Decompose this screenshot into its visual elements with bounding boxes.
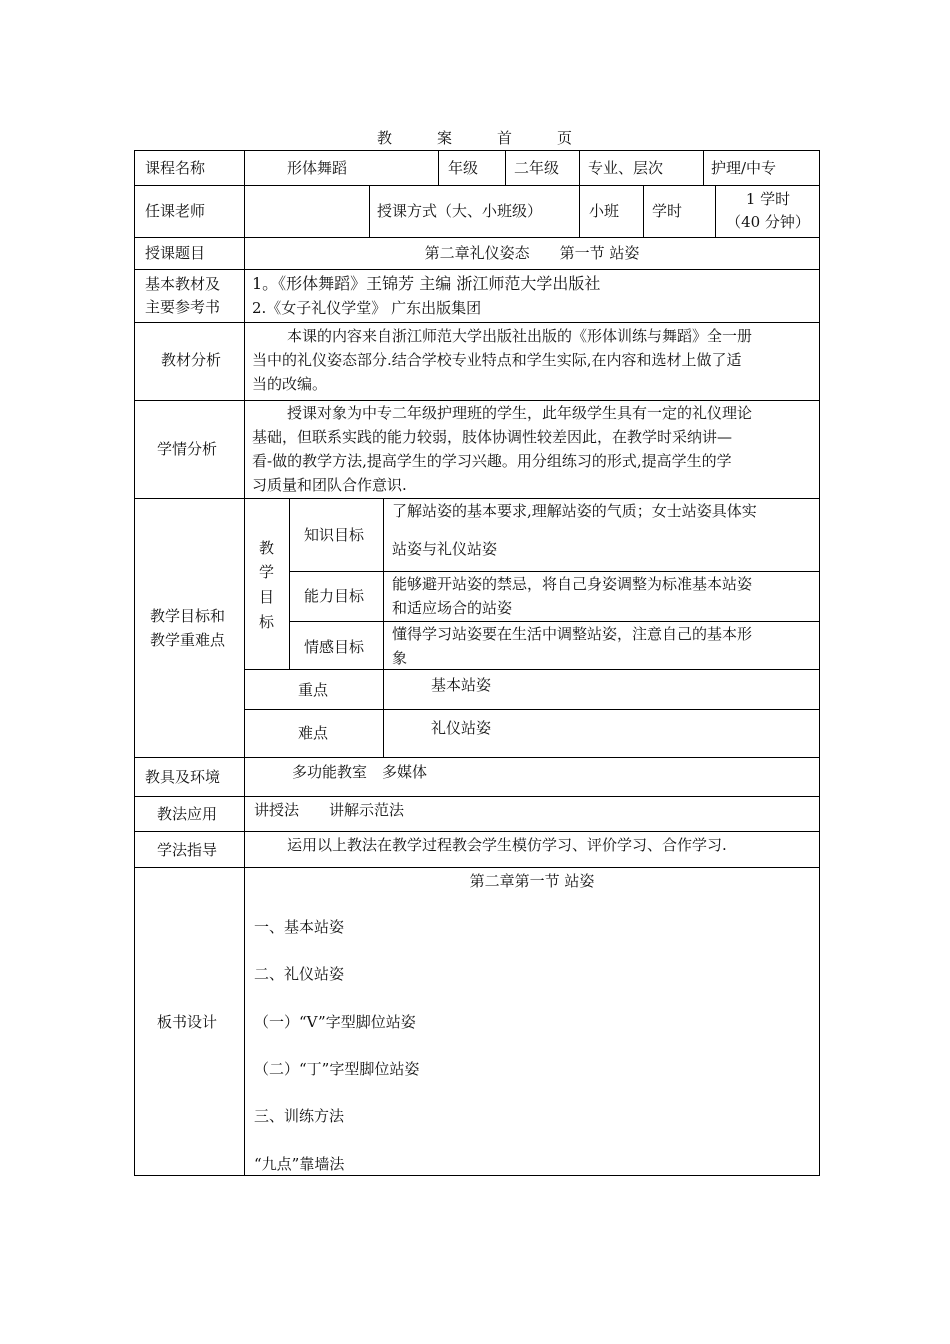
- learner-analysis-text: 授课对象为中专二年级护理班的学生，此年级学生具有一定的礼仪理论: [287, 404, 753, 422]
- board-design-item: （一）“V”字型脚位站姿: [254, 1013, 416, 1031]
- teaching-method-value: 讲授法 讲解示范法: [254, 801, 405, 819]
- row-divider: [289, 571, 820, 572]
- reference-item: 2.《女子礼仪学堂》 广东出版集团: [252, 299, 482, 317]
- row-divider: [244, 669, 820, 670]
- row-divider: [134, 269, 820, 270]
- difficult-point-label: 难点: [298, 724, 329, 742]
- board-design-item: 三、训练方法: [254, 1107, 345, 1125]
- column-divider: [505, 150, 506, 185]
- row-divider: [289, 621, 820, 622]
- course-name-label: 课程名称: [145, 159, 206, 177]
- grade-label: 年级: [448, 159, 479, 177]
- row-divider: [134, 400, 820, 401]
- class-hours-value: 1 学时: [745, 190, 791, 208]
- row-divider: [134, 498, 820, 499]
- learning-guide-label: 学法指导: [157, 841, 218, 859]
- row-divider: [134, 185, 820, 186]
- learner-analysis-text: 基础，但联系实践的能力较弱，肢体协调性较差因此，在教学时采纳讲—: [252, 428, 733, 446]
- column-divider: [289, 498, 290, 669]
- column-divider: [643, 185, 644, 237]
- teaching-aids-label: 教具及环境: [145, 768, 221, 786]
- teaching-aids-value: 多功能教室 多媒体: [292, 763, 428, 781]
- emotion-goal-text: 象: [392, 649, 408, 667]
- board-design-item: 一、基本站姿: [254, 918, 345, 936]
- objectives-label: 教学目标和: [150, 607, 226, 625]
- key-point-label: 重点: [298, 681, 329, 699]
- course-name-value: 形体舞蹈: [287, 159, 348, 177]
- board-design-heading: 第二章第一节 站姿: [469, 872, 595, 890]
- emotion-goal-label: 情感目标: [304, 638, 365, 656]
- row-divider: [244, 709, 820, 710]
- knowledge-goal-label: 知识目标: [304, 526, 365, 544]
- class-hours-label: 学时: [652, 202, 683, 220]
- learner-analysis-text: 习质量和团队合作意识.: [252, 476, 407, 494]
- row-divider: [134, 237, 820, 238]
- objectives-label-2: 教学重难点: [150, 631, 226, 649]
- board-design-label: 板书设计: [157, 1013, 218, 1031]
- board-design-item: （二）“丁”字型脚位站姿: [254, 1060, 420, 1078]
- teaching-method-label: 教法应用: [157, 805, 218, 823]
- material-analysis-text: 当中的礼仪姿态部分.结合学校专业特点和学生实际,在内容和选材上做了适: [252, 351, 742, 369]
- difficult-point-value: 礼仪站姿: [431, 719, 492, 737]
- column-divider: [579, 150, 580, 237]
- teacher-label: 任课老师: [145, 202, 206, 220]
- goal-char: 标: [258, 613, 274, 631]
- textbook-label-2: 主要参考书: [145, 298, 221, 316]
- row-divider: [134, 867, 820, 868]
- goal-char: 教: [258, 539, 274, 557]
- column-divider: [703, 150, 704, 185]
- row-divider: [134, 322, 820, 323]
- key-point-value: 基本站姿: [431, 676, 492, 694]
- page-title: 教 案 首 页: [376, 129, 574, 147]
- material-analysis-label: 教材分析: [161, 351, 222, 369]
- knowledge-goal-text: 站姿与礼仪站姿: [392, 540, 498, 558]
- class-hours-minutes: （40 分钟）: [726, 213, 810, 231]
- ability-goal-label: 能力目标: [304, 587, 365, 605]
- column-divider: [244, 150, 245, 1176]
- major-level-value: 护理/中专: [711, 159, 777, 177]
- row-divider: [134, 757, 820, 758]
- learner-analysis-text: 看-做的教学方法,提高学生的学习兴趣。用分组练习的形式,提高学生的学: [252, 452, 732, 470]
- lesson-topic-label: 授课题目: [145, 244, 206, 262]
- lesson-topic-value: 第二章礼仪姿态 第一节 站姿: [424, 244, 640, 262]
- goal-char: 学: [258, 563, 274, 581]
- column-divider: [438, 150, 439, 185]
- textbook-label: 基本教材及: [145, 275, 221, 293]
- ability-goal-text: 能够避开站姿的禁忌，将自己身姿调整为标准基本站姿: [392, 575, 753, 593]
- teaching-mode-value: 小班: [589, 202, 620, 220]
- ability-goal-text: 和适应场合的站姿: [392, 599, 513, 617]
- knowledge-goal-text: 了解站姿的基本要求,理解站姿的气质；女士站姿具体实: [392, 502, 757, 520]
- textbook-item: 1。《形体舞蹈》王锦芳 主编 浙江师范大学出版社: [252, 274, 601, 293]
- column-divider: [369, 185, 370, 237]
- emotion-goal-text: 懂得学习站姿要在生活中调整站姿，注意自己的基本形: [392, 625, 753, 643]
- major-level-label: 专业、层次: [588, 159, 664, 177]
- material-analysis-text: 当的改编。: [252, 375, 328, 393]
- material-analysis-text: 本课的内容来自浙江师范大学出版社出版的《形体训练与舞蹈》全一册: [287, 327, 753, 345]
- learning-guide-value: 运用以上教法在教学过程教会学生模仿学习、评价学习、合作学习.: [287, 836, 727, 854]
- board-design-item: “九点”靠墙法: [254, 1155, 345, 1173]
- column-divider: [383, 498, 384, 757]
- teaching-mode-label: 授课方式（大、小班级）: [377, 202, 543, 220]
- row-divider: [134, 796, 820, 797]
- board-design-item: 二、礼仪站姿: [254, 965, 345, 983]
- learner-analysis-label: 学情分析: [157, 440, 218, 458]
- row-divider: [134, 831, 820, 832]
- grade-value: 二年级: [514, 159, 560, 177]
- goal-char: 目: [258, 588, 274, 606]
